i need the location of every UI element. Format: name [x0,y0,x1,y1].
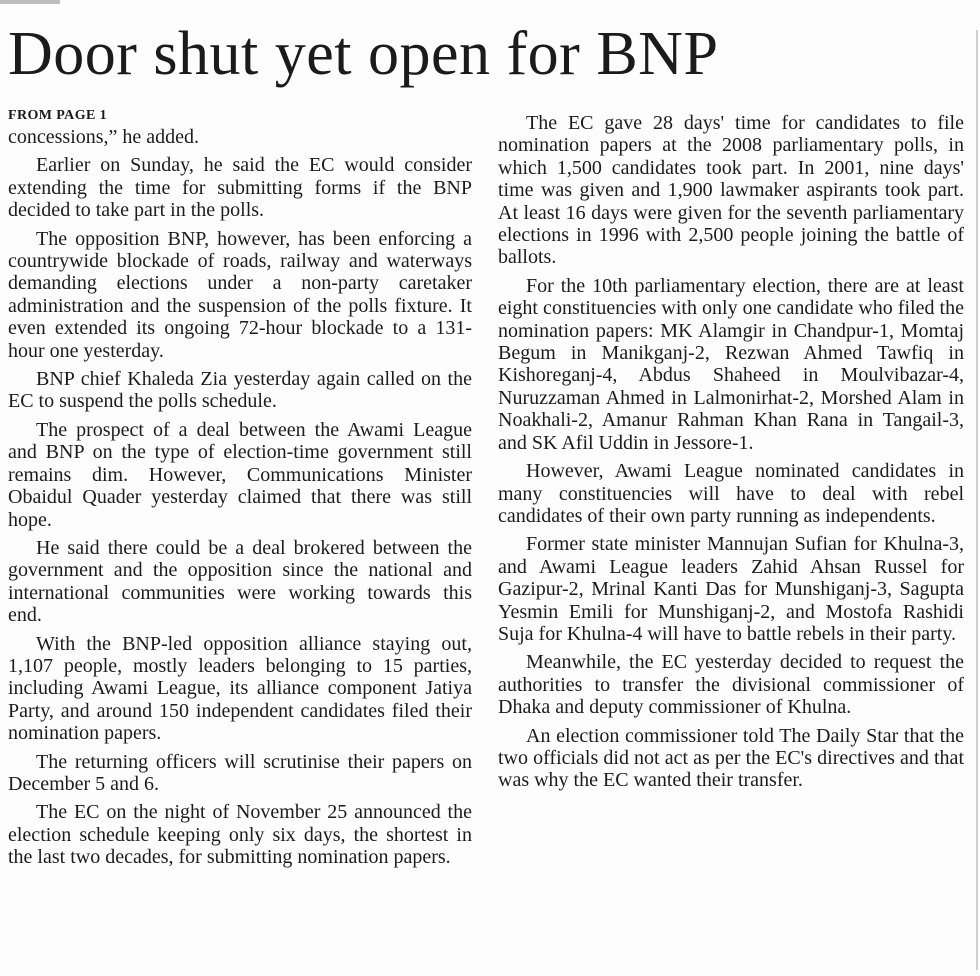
paragraph: The EC on the night of November 25 announced the election schedule keeping only six days, the shortest in the last two decades, for submitting nomination papers. [8,801,472,869]
paragraph: An election commissioner told The Daily Star that the two officials did not act as per the EC's directives and that was why the EC wanted their transfer. [498,724,964,792]
paragraph: The opposition BNP, however, has been enforcing a countrywide blockade of roads, railway and waterways demanding elections under a non-party caretaker administration and the suspension of the polls fixture. It even extended its ongoing 72-hour blockade to a 131-hour one yesterday. [8,227,472,362]
column-edge-rule [976,30,978,970]
paragraph: The returning officers will scrutinise their papers on December 5 and 6. [8,750,472,795]
left-column [8,106,472,875]
paragraph: Earlier on Sunday, he said the EC would consider extending the time for submitting forms if the BNP decided to take part in the polls. [8,154,472,222]
paragraph: For the 10th parliamentary election, there are at least eight constituencies with only one candidate who filed the nomination papers: MK Alamgir in Chandpur-1, Momtaj Begum in Manikganj-2, Rezwan Ahmed Tawfiq in Kishoreganj-4, Abdus Shaheed in Moulvibazar-4, Nuruzzaman Ahmed in Lalmonirhat-2, Morshed Alam in Noakhali-2, Amanur Rahman Khan Rana in Tangail-3, and SK Afil Uddin in Jessore-1. [498,274,964,454]
top-rule [0,0,60,4]
right-column [498,112,964,798]
paragraph: The prospect of a deal between the Awami League and BNP on the type of election-time government still remains dim. However, Communications Minister Obaidul Quader yesterday claimed that there was still hope. [8,418,472,531]
headline: Door shut yet open for BNP [8,20,719,88]
continuation-kicker: FROM PAGE 1 [8,108,108,123]
paragraph: Meanwhile, the EC yesterday decided to request the authorities to transfer the divisional commissioner of Dhaka and deputy commissioner of Khulna. [498,651,964,719]
paragraph: concessions,” he added. [8,126,200,148]
paragraph: With the BNP-led opposition alliance staying out, 1,107 people, mostly leaders belonging to 15 parties, including Awami League, its alliance component Jatiya Party, and around 150 independent candidates filed their nomination papers. [8,632,472,745]
paragraph: The EC gave 28 days' time for candidates to file nomination papers at the 2008 parliamentary polls, in which 1,500 candidates took part. In 2001, nine days' time was given and 1,900 lawmaker aspirants took part. At least 16 days were given for the seventh parliamentary elections in 1996 with 2,500 people joining the battle of ballots. [498,112,964,269]
paragraph: Former state minister Mannujan Sufian for Khulna-3, and Awami League leaders Zahid Ahsan Russel for Gazipur-2, Mrinal Kanti Das for Munshiganj-3, Sagupta Yesmin Emili for Munshiganj-2, and Mostofa Rashidi Suja for Khulna-4 will have to battle rebels in their party. [498,533,964,645]
paragraph: BNP chief Khaleda Zia yesterday again called on the EC to suspend the polls schedule. [8,368,472,413]
paragraph: He said there could be a deal brokered between the government and the opposition since the national and international communities were working towards this end. [8,536,472,627]
paragraph: However, Awami League nominated candidates in many constituencies will have to deal with rebel candidates of their own party running as independents. [498,460,964,527]
